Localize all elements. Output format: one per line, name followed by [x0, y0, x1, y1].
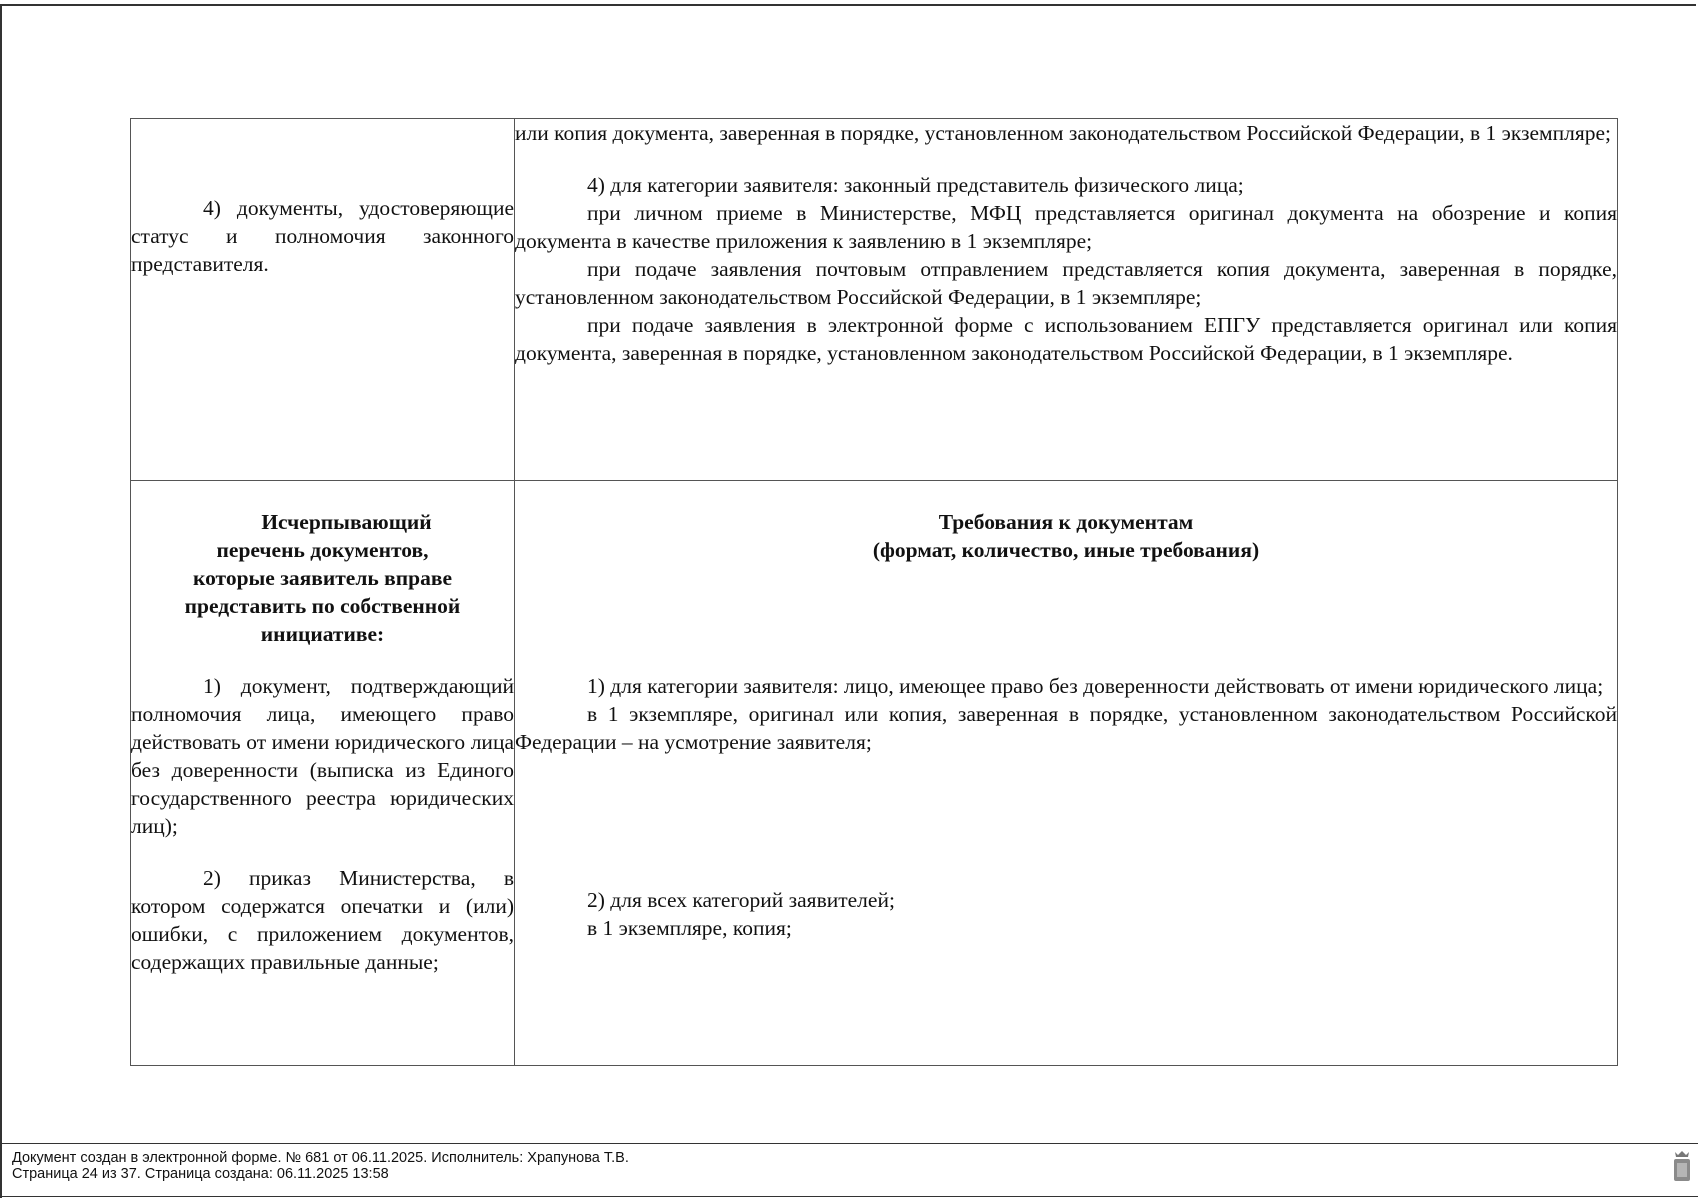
paragraph: или копия документа, заверенная в порядке, установленном законодательством Российской Федерации, в 1 экземпляре;: [515, 121, 1612, 145]
paragraph: 2) для всех категорий заявителей;: [587, 888, 895, 912]
paragraph: при подаче заявления в электронной форме с использованием ЕПГУ представляется оригинал или копия документа, заверенная в порядке, установленном законодательством Российской Федерации, в 1 экземпляре.: [515, 313, 1617, 365]
paragraph: при подаче заявления почтовым отправлением представляется копия документа, заверенная в порядке, установленном законодательством Российской Федерации, в 1 экземпляре;: [515, 257, 1617, 309]
footer-line-2: Страница 24 из 37. Страница создана: 06.11.2025 13:58: [12, 1166, 389, 1182]
list-item: 2) приказ Министерства, в котором содержатся опечатки и (или) ошибки, с приложением документов, содержащих правильные данные;: [131, 866, 514, 974]
footer-bottom-rule: [0, 1196, 1698, 1197]
table-cell-left: [131, 481, 515, 1066]
table-cell-right: [515, 119, 1618, 481]
section-heading-left: Исчерпывающий перечень документов, которые заявитель вправе представить по собственной инициативе:: [184, 510, 461, 646]
paragraph: 4) для категории заявителя: законный представитель физического лица;: [587, 173, 1244, 197]
footer-line-1: Документ создан в электронной форме. № 681 от 06.11.2025. Исполнитель: Храпунова Т.В.: [12, 1150, 629, 1166]
table-cell-right: [515, 481, 1618, 1066]
paragraph: в 1 экземпляре, копия;: [587, 916, 792, 940]
section-heading-right: Требования к документам (формат, количество, иные требования): [872, 510, 1260, 562]
list-item: 1) документ, подтверждающий полномочия лица, имеющего право действовать от имени юридического лица без доверенности (выписка из Единого государственного реестра юридических лиц);: [131, 674, 514, 838]
paragraph: 1) для категории заявителя: лицо, имеющее право без доверенности действовать от имени юридического лица;: [587, 674, 1604, 698]
coat-of-arms-icon: [1672, 1150, 1692, 1184]
paragraph: при личном приеме в Министерстве, МФЦ представляется оригинал документа на обозрение и копия документа в качестве приложения к заявлению в 1 экземпляре;: [515, 201, 1617, 253]
paragraph: в 1 экземпляре, оригинал или копия, заверенная в порядке, установленном законодательством Российской Федерации – на усмотрение заявителя;: [515, 702, 1617, 754]
document-footer: [12, 1150, 629, 1182]
documents-table: [130, 118, 1618, 1066]
footer-divider: [0, 1143, 1698, 1144]
legal-representative-docs: 4) документы, удостоверяющие статус и полномочия законного представителя.: [131, 196, 514, 276]
table-cell-left: [131, 119, 515, 481]
table-row: [131, 119, 1618, 481]
table-row: [131, 481, 1618, 1066]
